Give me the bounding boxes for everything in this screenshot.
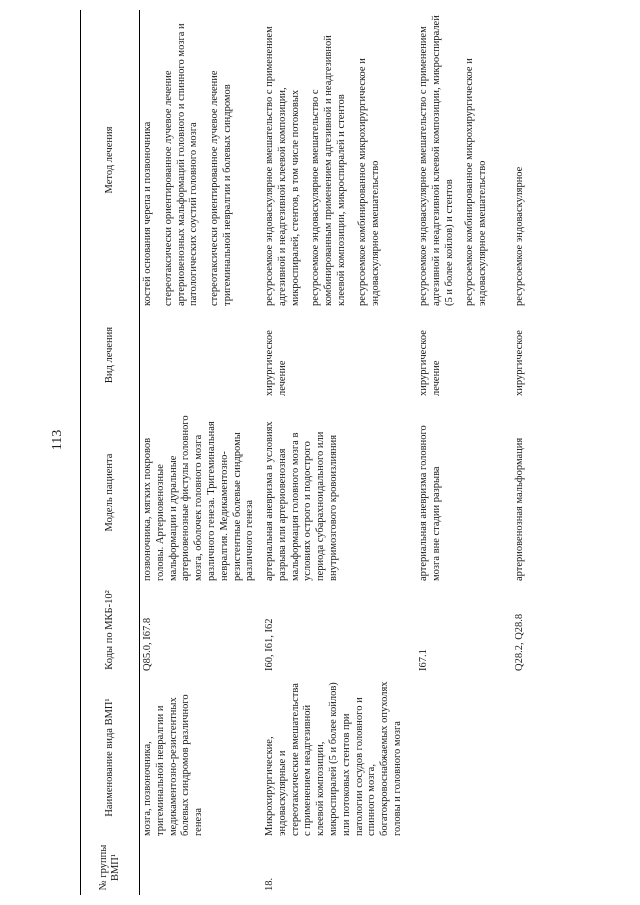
cell-type: хирургическое лечение xyxy=(418,330,442,396)
table-row xyxy=(262,10,416,895)
method-item: стереотаксически ориентированное лучевое лечение тригеминальной невралгии и болевых синдромов xyxy=(209,70,233,306)
rotated-page-content xyxy=(80,10,620,895)
page-number: 113 xyxy=(50,429,65,451)
cell-codes: I60, I61, I62 xyxy=(264,618,275,671)
cell-name: Микрохирургические, эндоваскулярные и стереотаксические вмешательства с применением неадгезивной клеевой композиции, микроспиралей (5 и более койлов) или потоковых стентов при патологии сосудов головного и спинного мозга, богатокровоснабжаемых опухолях головы и головного мозга xyxy=(264,681,403,836)
cell-model: позвоночника, мягких покровов головы. Артериовенозные мальформации и дуральные артериовенозные фистулы головного мозга, оболочек головного мозга различного генеза. Тригеминальная невралгия. Медикаментозно-резистентные болевые синдромы различного генеза xyxy=(142,415,256,581)
method-item: костей основания черепа и позвоночника xyxy=(142,121,153,306)
cell-name: мозга, позвоночника, тригеминальной невралгии и медикаментозно-резистентных болевых синдромов различного генеза xyxy=(142,694,205,836)
cell-name xyxy=(512,675,556,840)
cell-model: артериальная аневризма в условиях разрыва или артериовенозная мальформация головного мозга в условиях острого и подострого периода субарахноидального или внутримозгового кровоизлияния xyxy=(264,421,339,581)
method-item: ресурсоемкое эндоваскулярное вмешательство с комбинированным применением адгезивной и неадгезивной клеевой композиции, микроспиралей и стентов xyxy=(310,35,347,306)
header-icd-codes: Коды по МКБ-10² xyxy=(81,585,140,675)
cell-group xyxy=(512,840,556,895)
vmp-table xyxy=(80,10,556,895)
cell-type xyxy=(140,310,263,400)
cell-type: хирургическое лечение xyxy=(264,330,288,396)
cell-method xyxy=(262,10,416,310)
header-patient-model: Модель пациента xyxy=(81,400,140,585)
cell-codes: Q85.0, I67.8 xyxy=(142,617,153,671)
header-treatment-method: Метод лечения xyxy=(81,10,140,310)
header-treatment-type: Вид лечения xyxy=(81,310,140,400)
cell-group xyxy=(140,840,263,895)
table-header-row xyxy=(81,10,140,895)
method-item: стереотаксически ориентированное лучевое лечение артериовенозных мальформаций головного и спинного мозга и патологических соустий головного мозга xyxy=(162,23,200,306)
cell-codes: Q28.2, Q28.8 xyxy=(514,613,525,671)
method-item: ресурсоемкое эндоваскулярное вмешательство с применением адгезивной и неадгезивной клеевой композиции, микроспиралей, стентов, в том числе потоковых xyxy=(264,26,301,306)
cell-group xyxy=(416,840,512,895)
cell-codes: I67.1 xyxy=(418,649,429,671)
method-item: ресурсоемкое эндоваскулярное вмешательство с применением адгезивной и неадгезивной клеевой композиции, микроспиралей (5 и более койлов) и стентов xyxy=(418,15,455,306)
table-row xyxy=(416,10,512,895)
cell-model: артериальная аневризма головного мозга вне стадии разрыва xyxy=(418,425,442,581)
cell-type: хирургическое xyxy=(514,330,525,396)
header-vmp-name: Наименование вида ВМП¹ xyxy=(81,675,140,840)
method-item: ресурсоемкое комбинированное микрохирургическое и эндоваскулярное вмешательство xyxy=(464,58,489,306)
cell-group: 18. xyxy=(264,877,275,891)
cell-method xyxy=(416,10,512,310)
cell-method xyxy=(512,10,556,310)
cell-method xyxy=(140,10,263,310)
method-item: ресурсоемкое комбинированное микрохирургическое и эндоваскулярное вмешательство xyxy=(356,58,381,306)
cell-model: артериовенозная мальформация xyxy=(514,437,525,581)
header-group-number: № группы ВМП¹ xyxy=(81,840,140,895)
cell-name xyxy=(416,675,512,840)
table-row xyxy=(512,10,556,895)
table-row xyxy=(140,10,263,895)
method-item: ресурсоемкое эндоваскулярное xyxy=(514,166,525,306)
